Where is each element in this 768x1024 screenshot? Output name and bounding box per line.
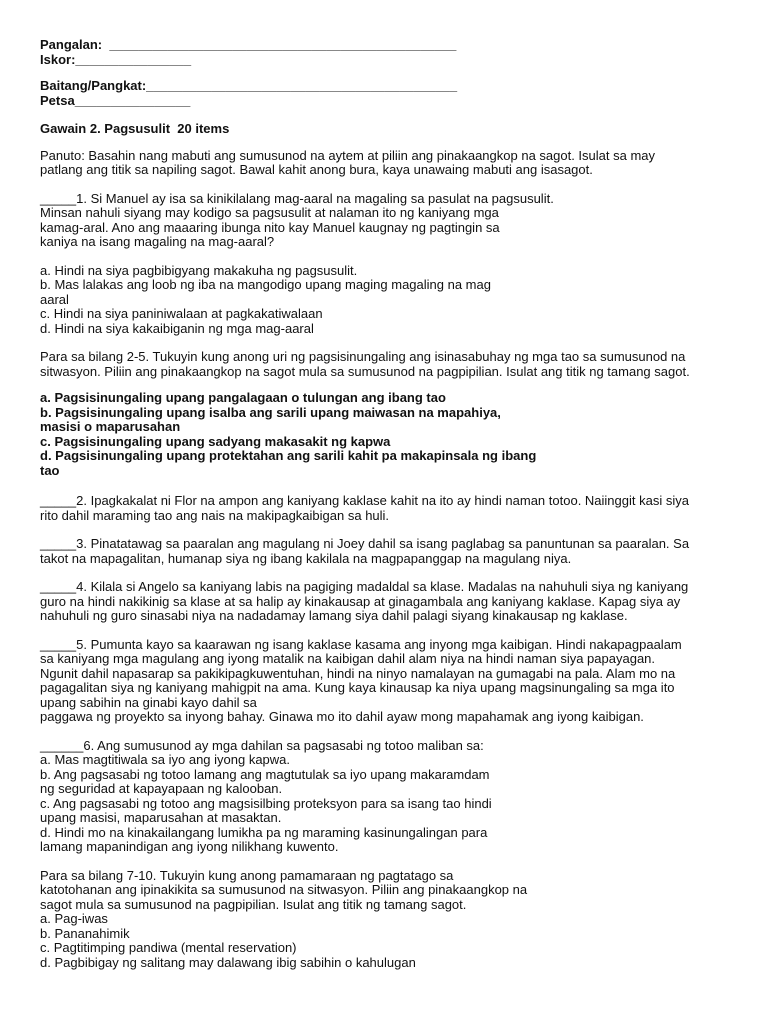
choices-7-10: a. Pag-iwas b. Pananahimik c. Pagtitimping pandiwa (mental reservation) d. Pagbibigay ng salitang may dalawang ibig sabihin o kahulugan bbox=[40, 911, 416, 970]
score-field: Iskor:________________ bbox=[40, 51, 192, 67]
instructions-7-10: Para sa bilang 7-10. Tukuyin kung anong pamamaraan ng pagtatago sa katotohanan ang ipinakikita sa sumusunod na sitwasyon. Piliin ang pinakaangkop na sagot mula sa sumusunod na pagpipilian. Isulat ang titik ng tamang sagot. bbox=[40, 867, 528, 912]
worksheet-page bbox=[40, 38, 740, 970]
date-field: Petsa________________ bbox=[40, 92, 191, 108]
question-3: _____3. Pinatatawag sa paaralan ang magulang ni Joey dahil sa isang paglabag sa panuntunan sa paaralan. Sa takot na mapagalitan, humanap siya ng ibang kakilala na magpapanggap na magulang niya. bbox=[40, 536, 690, 566]
question-6-choices: a. Mas magtitiwala sa iyo ang iyong kapwa. b. Ang pagsasabi ng totoo lamang ang magtutulak sa iyo upang makaramdam ng seguridad at kapayapaan ng kalooban. c. Ang pagsasabi ng totoo ang magsisilbing proteksyon para sa isang tao hindi upang masisi, maparusahan at masaktan. d. Hindi mo na kinakailangang lumikha pa ng maraming kasinungalingan para lamang mapanindigan ang iyong nilikhang kuwento. bbox=[40, 752, 492, 854]
question-1-choices: a. Hindi na siya pagbibigyang makakuha ng pagsusulit. b. Mas lalakas ang loob ng iba na mangodigo upang maging magaling na mag aaral c. Hindi na siya paniniwalaan at pagkakatiwalaan d. Hindi na siya kakaibiganin ng mga mag-aaral bbox=[40, 262, 491, 336]
choices-2-5: a. Pagsisinungaling upang pangalagaan o tulungan ang ibang tao b. Pagsisinungaling upang isalba ang sarili upang maiwasan na mapahiya, masisi o maparusahan c. Pagsisinungaling upang sadyang makasakit ng kapwa d. Pagsisinungaling upang protektahan ang sarili kahit pa makapinsala ng ibang tao bbox=[40, 390, 537, 478]
activity-title: Gawain 2. Pagsusulit 20 items bbox=[40, 121, 230, 136]
instructions-2-5: Para sa bilang 2-5. Tukuyin kung anong uri ng pagsisinungaling ang isinasabuhay ng mga tao sa sumusunod na sitwasyon. Piliin ang pinakaangkop na sagot mula sa sumusunod na pagpipilian. Isulat ang titik ng tamang sagot. bbox=[40, 349, 690, 379]
name-field: Pangalan: ________________________________________________ bbox=[40, 37, 457, 52]
question-1: _____1. Si Manuel ay isa sa kinikilalang mag-aaral na magaling sa pasulat na pagsusulit. Minsan nahuli siyang may kodigo sa pagsusulit at nalaman ito ng kaniyang mga kamag-aral. Ano ang maaaring ibunga nito kay Manuel kaugnay ng pagtingin sa kaniya na isang magaling na mag-aaral? bbox=[40, 190, 554, 249]
question-4: _____4. Kilala si Angelo sa kaniyang labis na pagiging madaldal sa klase. Madalas na nahuhuli siya ng kaniyang guro na hindi nakikinig sa klase at sa halip ay kinakausap at ginagambala ang kaniyang kaklase. Kapag siya ay nahuhuli ng guro sinasabi niya na nadadamay lamang siya dahil palagi siyang kinakausap ng kaklase. bbox=[40, 579, 689, 623]
question-5: _____5. Pumunta kayo sa kaarawan ng isang kaklase kasama ang inyong mga kaibigan. Hindi nakapagpaalam sa kaniyang mga magulang ang iyong matalik na kaibigan dahil alam niya na hindi naman siya papayagan. Ngunit dahil napasarap sa pakikipagkuwentuhan, hindi na ninyo namalayan na gumagabi na pala. Alam mo na pagagalitan siya ng kaniyang mahigpit na ama. Kung kaya kinausap ka niya upang magsinungaling sa mga ito upang sabihin na ginabi kayo dahil sa paggawa ng proyekto sa inyong bahay. Ginawa mo ito dahil ayaw mong mapahamak ang iyong kaibigan. bbox=[40, 636, 682, 724]
grade-section-field: Baitang/Pangkat:___________________________________________ bbox=[40, 78, 458, 93]
question-2: _____2. Ipagkakalat ni Flor na ampon ang kaniyang kaklase kahit na ito ay hindi naman totoo. Naiinggit kasi siya rito dahil maraming tao ang nais na makipagkaibigan sa huli. bbox=[40, 493, 689, 523]
instructions: Panuto: Basahin nang mabuti ang sumusunod na aytem at piliin ang pinakaangkop na sagot. Isulat sa may patlang ang titik sa napiling sagot. Bawal kahit anong bura, kaya unawaing mabuti ang isasagot. bbox=[40, 147, 656, 177]
question-6: ______6. Ang sumusunod ay mga dahilan sa pagsasabi ng totoo maliban sa: bbox=[40, 737, 484, 753]
